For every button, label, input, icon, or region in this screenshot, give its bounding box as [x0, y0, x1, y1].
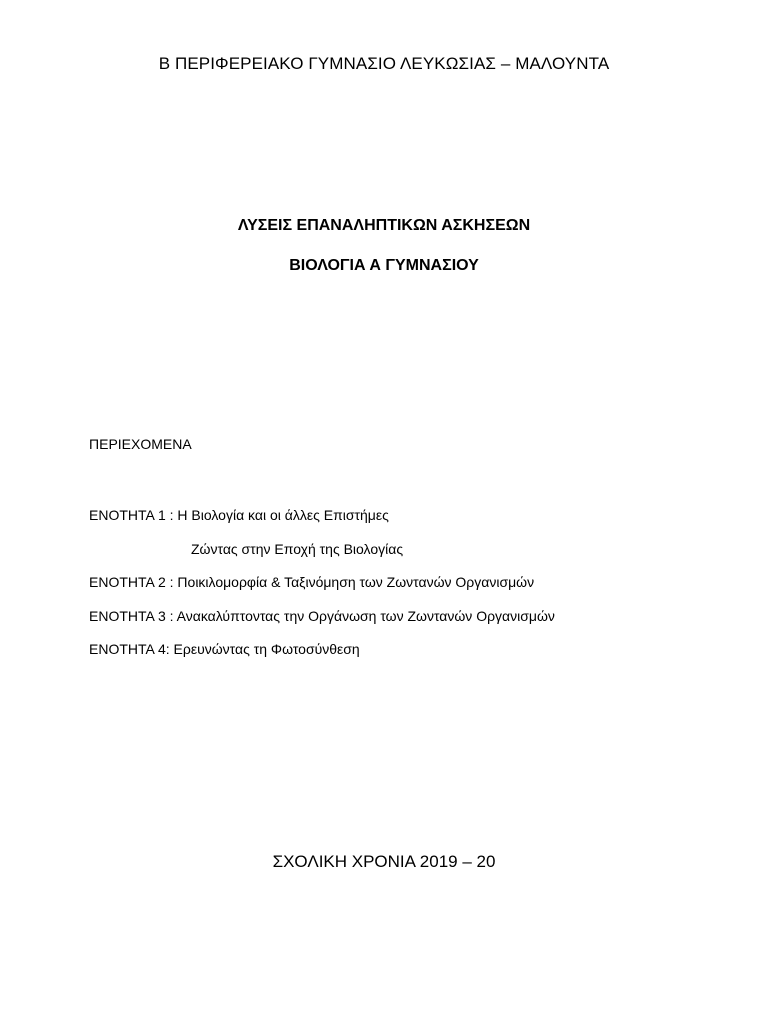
contents-heading: ΠΕΡΙΕΧΟΜΕΝΑ	[89, 436, 192, 452]
school-year: ΣΧΟΛΙΚΗ ΧΡΟΝΙΑ 2019 – 20	[272, 852, 496, 871]
toc-unit-1-continued: Ζώντας στην Εποχή της Βιολογίας	[191, 541, 404, 557]
toc-unit-2: ΕΝΟΤΗΤΑ 2 : Ποικιλομορφία & Ταξινόμηση των Ζωντανών Οργανισμών	[89, 574, 535, 590]
toc-unit-3: ΕΝΟΤΗΤΑ 3 : Ανακαλύπτοντας την Οργάνωση των Ζωντανών Οργανισμών	[89, 608, 555, 624]
toc-unit-1: ΕΝΟΤΗΤΑ 1 : Η Βιολογία και οι άλλες Επιστήμες	[89, 507, 389, 523]
school-name: Β ΠΕΡΙΦΕΡΕΙΑΚΟ ΓΥΜΝΑΣΙΟ ΛΕΥΚΩΣΙΑΣ – ΜΑΛΟΥΝΤΑ	[158, 54, 610, 73]
document-subtitle: ΒΙΟΛΟΓΙΑ Α ΓΥΜΝΑΣΙΟΥ	[289, 257, 479, 274]
toc-unit-4: ΕΝΟΤΗΤΑ 4: Ερευνώντας τη Φωτοσύνθεση	[89, 641, 360, 657]
document-title: ΛΥΣΕΙΣ ΕΠΑΝΑΛΗΠΤΙΚΩΝ ΑΣΚΗΣΕΩΝ	[237, 217, 531, 234]
